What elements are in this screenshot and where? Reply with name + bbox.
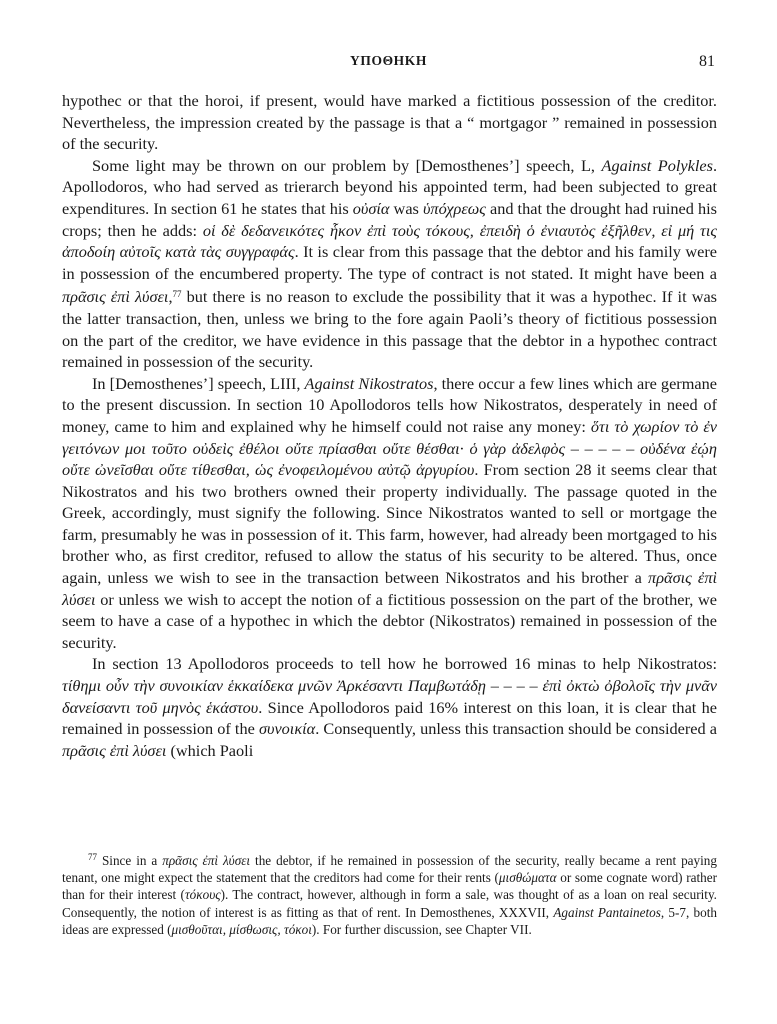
text-run: ,: [168, 287, 173, 307]
text-run: the debtor, if he remained in possession of the security, really became a rent paying tenant, one might expect the statement that the creditors had come for their rents (: [62, 853, 717, 886]
running-head: [62, 53, 715, 75]
text-run: . Consequently, unless this transaction should be considered a: [315, 719, 717, 739]
work-title: Against Nikostratos: [304, 373, 434, 393]
greek-quotation: ὅτι τὸ χωρίον τὸ ἐν γειτόνων μοι τοῦτο οὐδεὶς ἐθέλοι οὔτε πρίασθαι οὔτε θέσθαι· ὁ γὰρ ἀδελφὸς – – – – – οὐδένα ἐῴη οὔτε ὠνεῖσθαι οὔτε τίθεσθαι, ὡς ἐνοφειλομένου αὐτῷ ἀργυρίου: [62, 416, 717, 480]
paragraph: [62, 155, 717, 373]
footnote: [62, 849, 717, 938]
text-run: ). The contract, however, although in form a sale, was thought of as a loan on real security. Consequently, the notion of interest is as fitting as that of rent. In Demosthenes, XXXVII,: [62, 887, 717, 920]
text-run: was: [389, 198, 423, 218]
greek-quotation: τίθημι οὖν τὴν συνοικίαν ἑκκαίδεκα μνῶν Ἀρκέσαντι Παμβωτάδῃ – – – – ἐπὶ ὀκτὼ ὀβολοῖς τὴν μνᾶν δανείσαντι τοῦ μηνὸς ἑκάστου: [62, 676, 717, 717]
text-run: , there occur a few lines which are germane to the present discussion. In section 10 Apollodoros tells how Nikostratos, desperately in need of money, came to him and explained why he himself could not raise any money:: [62, 373, 717, 436]
greek-quotation: μισθώματα: [498, 870, 557, 886]
text-run: and that the drought had ruined his crops; then he adds:: [62, 198, 717, 240]
greek-quotation: πρᾶσις ἐπὶ λύσει: [62, 740, 167, 760]
greek-quotation: οὐσία: [352, 198, 390, 218]
footnote-area: [62, 849, 717, 938]
text-run: . Since Apollodoros paid 16% interest on this loan, it is clear that he remained in possession of the: [62, 697, 717, 739]
text-run: (which Paoli: [166, 740, 254, 760]
greek-quotation: πρᾶσις ἐπὶ λύσει: [62, 287, 169, 307]
text-run: or unless we wish to accept the notion of a fictitious possession on the part of the brother, we seem to have a case of a hypothec in which the debtor (Nikostratos) remained in possession of the security.: [62, 589, 717, 652]
text-run: In section 13 Apollodoros proceeds to tell how he borrowed 16 minas to help Nikostratos:: [92, 654, 717, 674]
greek-quotation: πρᾶσις ἐπὶ λύσει: [62, 568, 718, 609]
text-run: In [Demosthenes’] speech, LIII,: [92, 373, 305, 393]
greek-quotation: συνοικία: [258, 719, 316, 739]
work-title: Against Pantainetos: [553, 904, 661, 920]
text-run: , 5-7, both ideas are expressed (: [62, 904, 717, 937]
body-text: [62, 90, 717, 761]
footnote-number: 77: [88, 852, 97, 862]
greek-quotation: πρᾶσις ἐπὶ λύσει: [162, 853, 251, 868]
greek-quotation: ὑπόχρεως: [422, 198, 486, 218]
work-title: Against Polykles: [601, 155, 713, 175]
paragraph: [62, 373, 717, 654]
text-run: Since in a: [97, 853, 163, 868]
page-number: 81: [699, 53, 715, 70]
text-run: . It is clear from this passage that the debtor and his family were in possession of the encumbered property. The type of contract is not stated. It might have been a: [62, 242, 717, 283]
text-run: but there is no reason to exclude the possibility that it was a hypothec. If it was the latter transaction, then, unless we bring to the fore again Paoli’s theory of fictitious possession on the part of the creditor, we have evidence in this passage that the debtor in a hypothec contract remained in possession of the security.: [62, 287, 718, 372]
greek-quotation: οἱ δὲ δεδανεικότες ἧκον ἐπὶ τοὺς τόκους, ἐπειδὴ ὁ ἐνιαυτὸς ἐξῆλθεν, εἰ μή τις ἀποδοίη αὐτοῖς κατὰ τὰς συγγραφάς: [62, 220, 717, 262]
footnote-reference: 77: [172, 289, 182, 300]
text-run: hypothec or that the horoi, if present, would have marked a fictitious possession of the creditor. Nevertheless, the impression created by the passage is that a “ mortgagor ” remained in possession of the security.: [62, 91, 717, 154]
text-run: or some cognate word) rather than for their interest (: [62, 870, 717, 903]
greek-quotation: τόκους: [184, 887, 221, 903]
paragraph: [62, 90, 717, 155]
text-run: Some light may be thrown on our problem by [Demosthenes’] speech, L,: [92, 155, 602, 175]
paragraph: [62, 653, 717, 761]
running-title: ΥΠΟΘΗΚΗ: [350, 53, 427, 68]
text-run: . Apollodoros, who had served as trierarch beyond his appointed term, had been subjected to great expenditures. In section 61 he states that his: [62, 155, 718, 218]
greek-quotation: μισθοῦται, μίσθωσις, τόκοι: [171, 921, 312, 937]
text-run: . From section 28 it seems clear that Nikostratos and his two brothers owned their property individually. The passage quoted in the Greek, accordingly, must signify the following. Since Nikostratos wanted to sell or mortgage the farm, presumably he was in possession of it. This farm, however, had already been mortgaged to his brother who, as first creditor, refused to allow the status of his security to be altered. Thus, once again, unless we wish to see in the transaction between Nikostratos and his brother a: [62, 460, 717, 588]
text-run: ). For further discussion, see Chapter VII.: [311, 921, 532, 937]
